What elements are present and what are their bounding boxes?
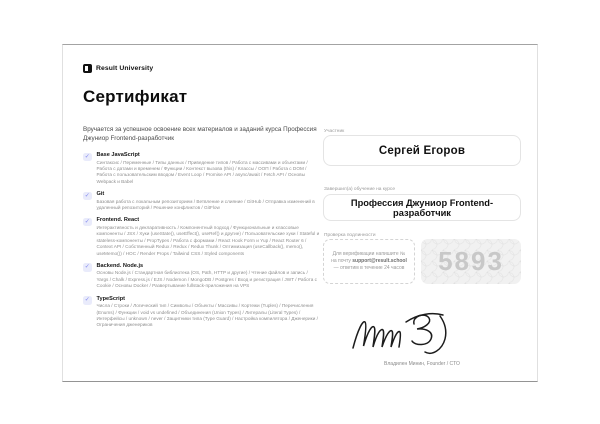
brand-logo-icon xyxy=(83,64,92,73)
details-column xyxy=(323,125,521,383)
modules-list xyxy=(83,152,320,335)
participant-name: Сергей Егоров xyxy=(378,144,466,157)
verification-label: Проверка подлинности xyxy=(324,233,376,238)
checkmark-icon: ✓ xyxy=(84,264,90,271)
signature-caption: Владилен Минин, Founder / CTO xyxy=(384,361,460,367)
certificate-number: 5893 xyxy=(438,246,504,276)
list-item xyxy=(83,296,320,329)
certificate-number-badge xyxy=(421,239,521,284)
module-description: Базовая работа с локальным репозиторием / Ветвление и слияние / GitHub / Отправка изменений в удаленный репозиторий / Решение конфликтов / GitFlow xyxy=(96,198,315,211)
list-item xyxy=(83,191,320,211)
checkmark-icon: ✓ xyxy=(84,297,90,304)
participant-name-box xyxy=(323,135,521,166)
module-description: Числа / Строки / Логический тип / Символы / Объекты / Массивы / Кортежи (Tuples) / Перечисления (Enums) / Функции / void vs undefined / Объединения (Union Types) / Литералы (Literal Types) / Интерфейсы / unknown / never / Защитники типа (Type Guard) / Настройка компилятора / Дженерики / Ограничения дженериков xyxy=(96,303,318,328)
signature-icon xyxy=(348,309,493,359)
verification-note-text: — ответим в течение 24 часов xyxy=(333,265,405,271)
checkmark-icon: ✓ xyxy=(84,153,90,160)
list-item xyxy=(83,152,320,185)
list-item xyxy=(83,263,320,290)
verification-note xyxy=(323,239,415,284)
brand xyxy=(83,64,153,73)
course-name: Профессия Джуниор Frontend-разработчик xyxy=(350,197,494,218)
course-label: Завершил(а) обучение на курсе xyxy=(324,187,396,192)
brand-name: Result University xyxy=(96,65,154,72)
module-description: Синтаксис / Переменные / Типы данных / Приведение типов / Работа с массивами и объектами / Работа с датами и временем / Функции / Контекст вызова (this) / Классы / ООП / Работа с DOM / Работа с пользовательским вводом / Event Loop / Promise API / async/await / Fetch API / Основы Webpack и Babel xyxy=(96,159,308,184)
support-email: support@result.school xyxy=(352,258,407,264)
verification-row xyxy=(323,239,521,284)
checkmark-icon: ✓ xyxy=(84,192,90,199)
module-title: TypeScript xyxy=(96,295,125,302)
list-item xyxy=(83,217,320,257)
module-title: Git xyxy=(96,191,105,198)
page-title: Сертификат xyxy=(83,87,188,106)
module-description: Интерактивность и декларативность / Компонентный подход / Функциональные и классовые компоненты / JSX / Хуки (useState(), useEffect(), useRef() и другие) / Пользовательские хуки / Stateful и stateless-компоненты / PropTypes / Работа с формами / React Hook Form и Yup / React Router 6 / Context API / Собственный Redux / Redux / Redux Thunk / Оптимизация (useCallback(), memo(), useMemo()) / HOC / Render Props / Tailwind CSS / Styled components xyxy=(96,224,320,256)
certificate-card xyxy=(62,44,538,382)
participant-label: Участник xyxy=(324,129,345,134)
course-name-box xyxy=(323,194,521,221)
module-description: Основы Node.js / Стандартная библиотека (OS, Path, HTTP и другие) / Чтение файлов и запись / Yargs / Chalk / Express.js / EJS / Nodemon / MongoDB / Postgres / Вход и регистрация / JWT / Работа с Cookie / Основы Docker / Развертывание fullstack-приложения на VPS xyxy=(96,270,318,289)
verification-note-text: Для верификации напишите № на почту xyxy=(331,251,406,264)
module-title: Backend. Node.js xyxy=(96,262,144,269)
checkmark-icon: ✓ xyxy=(84,218,90,225)
signature xyxy=(348,309,493,359)
module-title: Frontend. React xyxy=(96,217,140,224)
module-title: Base JavaScript xyxy=(96,152,140,158)
intro-text: Вручается за успешное освоение всех материалов и заданий курса Профессия Джуниор Frontend-разработчик xyxy=(83,126,317,142)
